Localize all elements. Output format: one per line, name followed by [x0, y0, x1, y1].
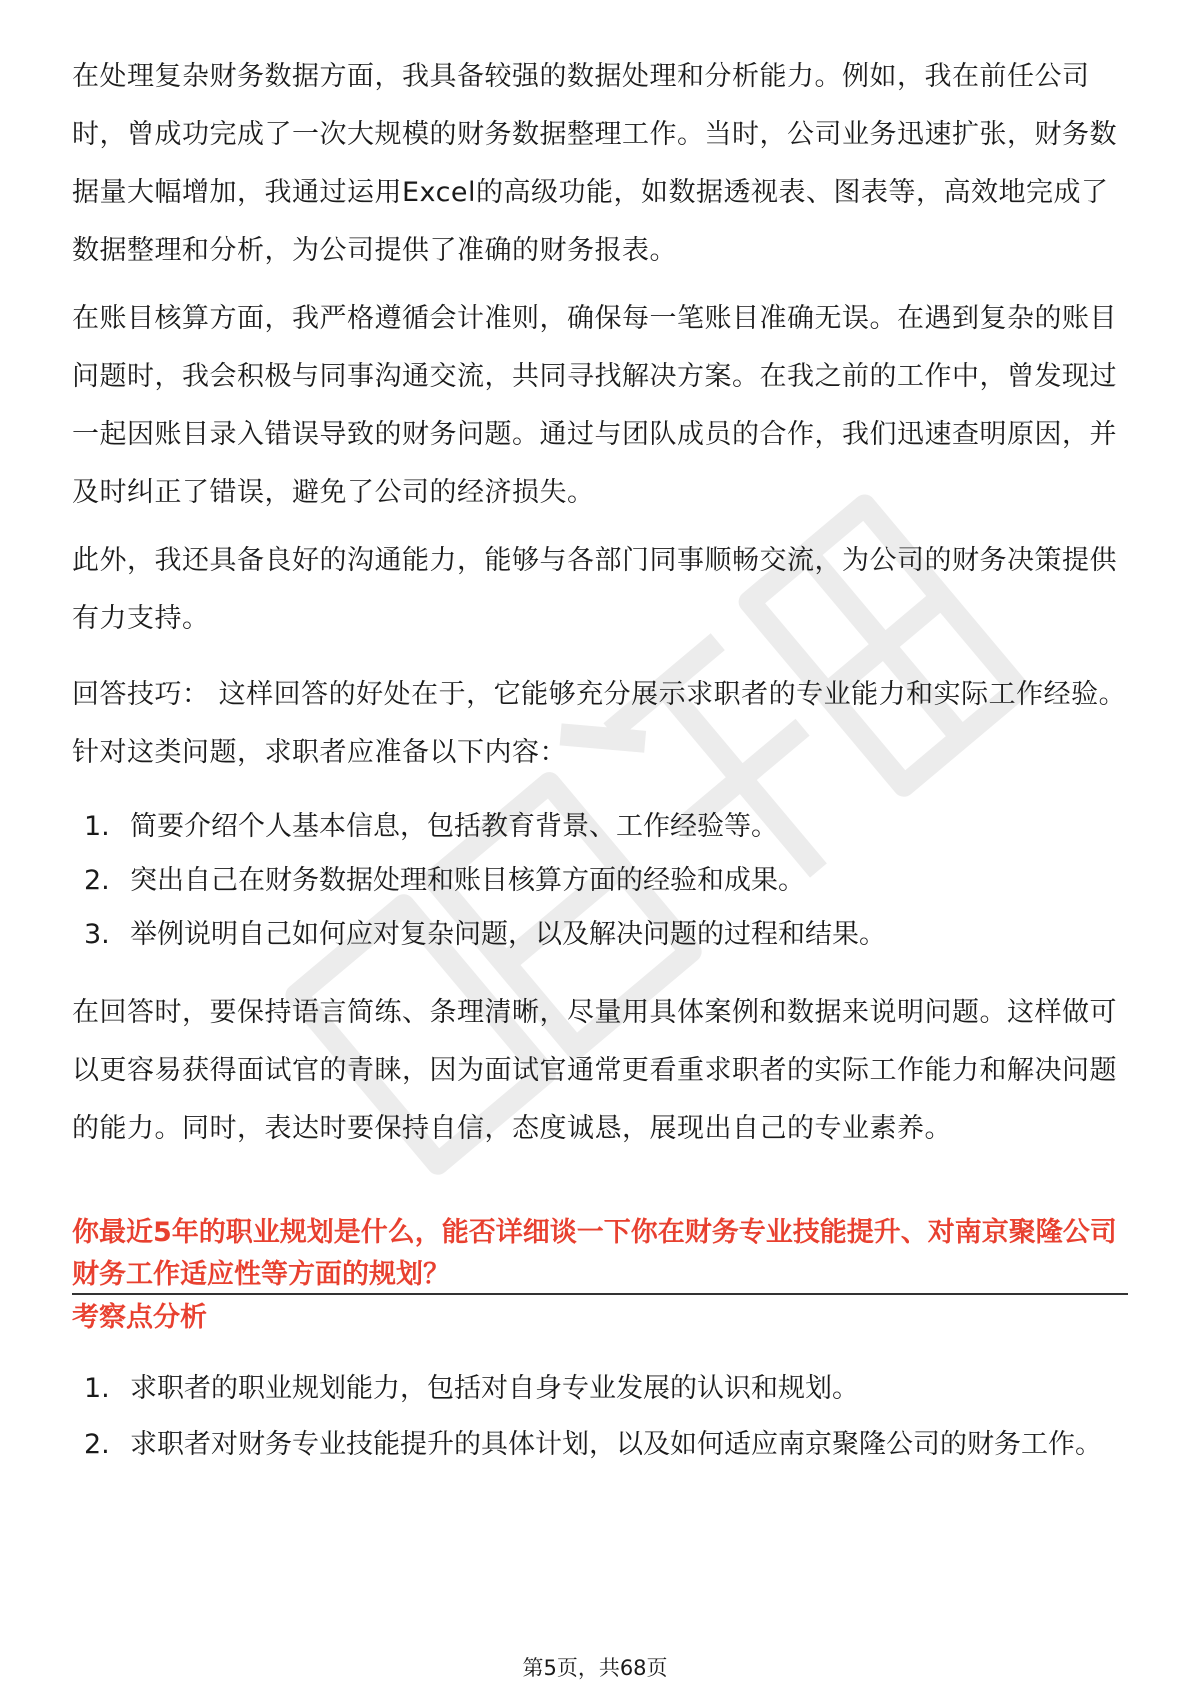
question-title: 你最近5年的职业规划是什么，能否详细谈一下你在财务专业技能提升、对南京聚隆公司财务工作适应性等方面的规划？: [72, 1217, 1117, 1290]
list-text: 求职者对财务专业技能提升的具体计划，以及如何适应南京聚隆公司的财务工作。: [130, 1429, 1102, 1460]
analysis-heading: 考察点分析: [72, 1302, 207, 1333]
paragraph-answer-tips: 回答技巧： 这样回答的好处在于，它能够充分展示求职者的专业能力和实际工作经验。针对这类问题，求职者应准备以下内容：: [72, 679, 1127, 768]
list-number: 3.: [84, 919, 110, 950]
list-item: [84, 1360, 1128, 1418]
list-number: 1.: [84, 811, 110, 842]
list-text: 举例说明自己如何应对复杂问题，以及解决问题的过程和结果。: [130, 919, 886, 950]
list-item: [84, 798, 1128, 856]
paragraph-communication: 此外，我还具备良好的沟通能力，能够与各部门同事顺畅交流，为公司的财务决策提供有力支持。: [72, 545, 1117, 634]
list-item: [84, 852, 1128, 910]
list-text: 求职者的职业规划能力，包括对自身专业发展的认识和规划。: [130, 1373, 859, 1404]
list-number: 2.: [84, 1429, 110, 1460]
list-item: [84, 1416, 1128, 1474]
list-text: 突出自己在财务数据处理和账目核算方面的经验和成果。: [130, 865, 805, 896]
paragraph-accounting: 在账目核算方面，我严格遵循会计准则，确保每一笔账目准确无误。在遇到复杂的账目问题时，我会积极与同事沟通交流，共同寻找解决方案。在我之前的工作中，曾发现过一起因账目录入错误导致的财务问题。通过与团队成员的合作，我们迅速查明原因，并及时纠正了错误，避免了公司的经济损失。: [72, 303, 1117, 508]
list-text: 简要介绍个人基本信息，包括教育背景、工作经验等。: [130, 811, 778, 842]
list-item: [84, 906, 1128, 964]
paragraph-answer-advice: 在回答时，要保持语言简练、条理清晰，尽量用具体案例和数据来说明问题。这样做可以更容易获得面试官的青睐，因为面试官通常更看重求职者的实际工作能力和解决问题的能力。同时，表达时要保持自信，态度诚恳，展现出自己的专业素养。: [72, 997, 1117, 1144]
paragraph-data-processing: 在处理复杂财务数据方面，我具备较强的数据处理和分析能力。例如，我在前任公司时，曾成功完成了一次大规模的财务数据整理工作。当时，公司业务迅速扩张，财务数据量大幅增加，我通过运用Excel的高级功能，如数据透视表、图表等，高效地完成了数据整理和分析，为公司提供了准确的财务报表。: [72, 61, 1117, 266]
list-number: 2.: [84, 865, 110, 896]
page-footer: 第5页，共68页: [522, 1656, 668, 1680]
list-number: 1.: [84, 1373, 110, 1404]
